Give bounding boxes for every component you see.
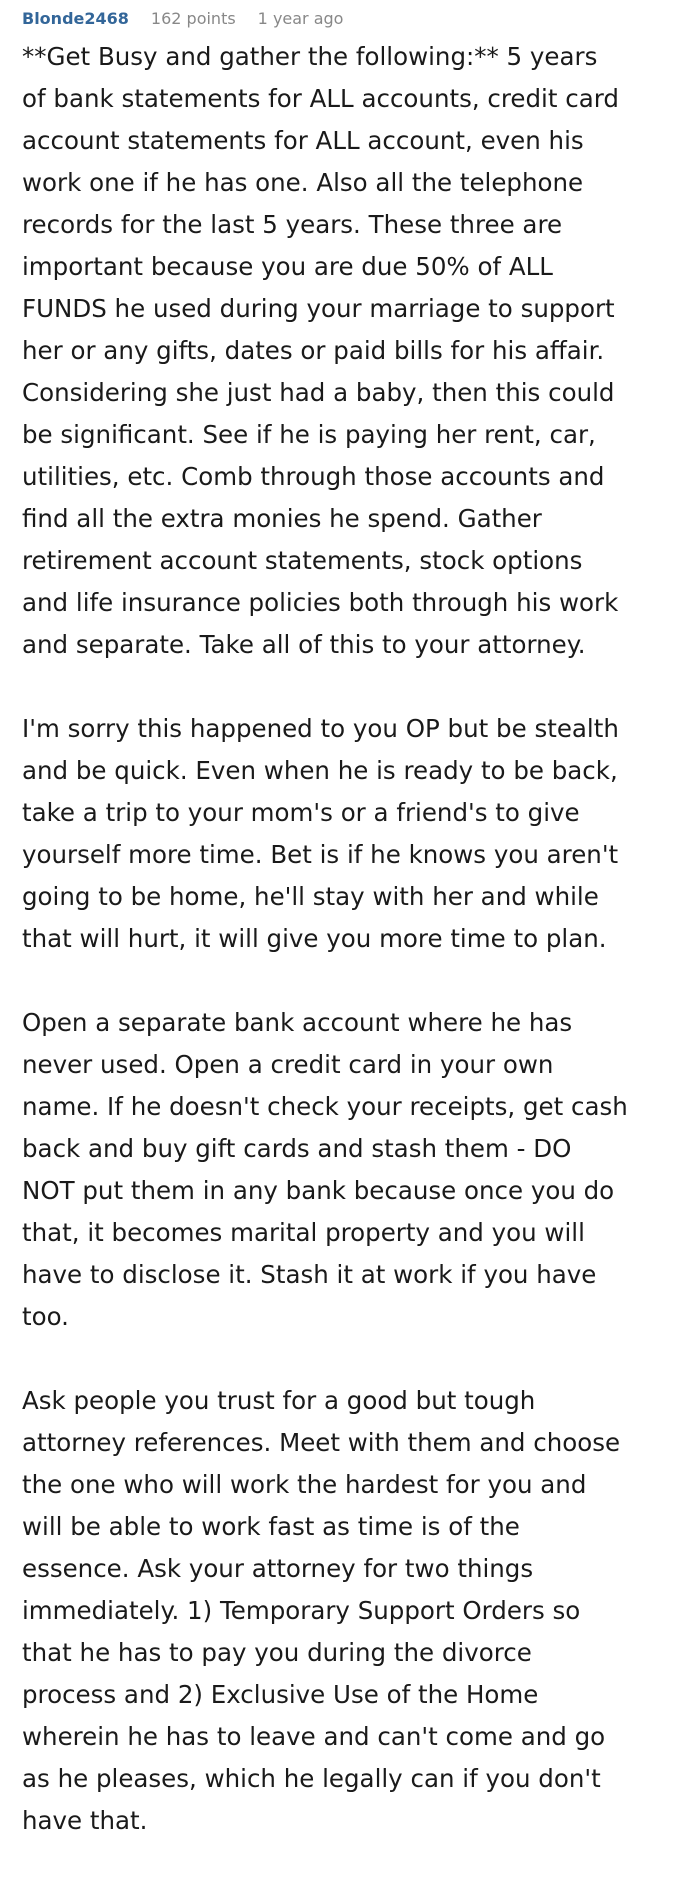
text-line: going to be home, he'll stay with her and while xyxy=(22,882,599,911)
text-line: immediately. 1) Temporary Support Orders so xyxy=(22,1596,581,1625)
text-line: be significant. See if he is paying her rent, car, xyxy=(22,420,596,449)
text-line: that will hurt, it will give you more time to plan. xyxy=(22,924,607,953)
text-line: records for the last 5 years. These three are xyxy=(22,210,563,239)
text-line: Open a separate bank account where he has xyxy=(22,1008,573,1037)
text-line: NOT put them in any bank because once you do xyxy=(22,1176,615,1205)
text-line: and life insurance policies both through his work xyxy=(22,588,619,617)
comment-paragraph xyxy=(22,708,682,960)
text-line: wherein he has to leave and can't come and go xyxy=(22,1722,606,1751)
text-line: never used. Open a credit card in your own xyxy=(22,1050,554,1079)
text-line: **Get Busy and gather the following:** 5 years xyxy=(22,42,598,71)
text-line: and separate. Take all of this to your attorney. xyxy=(22,630,586,659)
text-line: attorney references. Meet with them and choose xyxy=(22,1428,621,1457)
text-line: I'm sorry this happened to you OP but be stealth xyxy=(22,714,619,743)
text-line: work one if he has one. Also all the telephone xyxy=(22,168,584,197)
text-line: the one who will work the hardest for you and xyxy=(22,1470,587,1499)
text-line: important because you are due 50% of ALL xyxy=(22,252,553,281)
text-line: back and buy gift cards and stash them - DO xyxy=(22,1134,572,1163)
text-line: that, it becomes marital property and you will xyxy=(22,1218,585,1247)
text-line: have that. xyxy=(22,1806,148,1835)
text-line: name. If he doesn't check your receipts, get cash xyxy=(22,1092,628,1121)
text-line: Ask people you trust for a good but tough xyxy=(22,1386,536,1415)
text-line: essence. Ask your attorney for two things xyxy=(22,1554,534,1583)
text-line: that he has to pay you during the divorce xyxy=(22,1638,532,1667)
text-line: too. xyxy=(22,1302,69,1331)
text-line: FUNDS he used during your marriage to support xyxy=(22,294,615,323)
comment-paragraph xyxy=(22,1002,682,1338)
text-line: her or any gifts, dates or paid bills for his affair. xyxy=(22,336,605,365)
comment-meta xyxy=(22,0,682,36)
text-line: have to disclose it. Stash it at work if you have xyxy=(22,1260,597,1289)
text-line: of bank statements for ALL accounts, credit card xyxy=(22,84,619,113)
text-line: process and 2) Exclusive Use of the Home xyxy=(22,1680,539,1709)
text-line: and be quick. Even when he is ready to be back, xyxy=(22,756,618,785)
comment-timestamp: 1 year ago xyxy=(257,8,344,28)
text-line: will be able to work fast as time is of the xyxy=(22,1512,520,1541)
author-link[interactable]: Blonde2468 xyxy=(22,8,129,28)
text-line: utilities, etc. Comb through those accounts and xyxy=(22,462,605,491)
text-line: as he pleases, which he legally can if you don't xyxy=(22,1764,601,1793)
text-line: take a trip to your mom's or a friend's to give xyxy=(22,798,580,827)
comment-body xyxy=(22,36,682,1842)
comment-paragraph xyxy=(22,1380,682,1842)
text-line: Considering she just had a baby, then this could xyxy=(22,378,615,407)
text-line: yourself more time. Bet is if he knows you aren't xyxy=(22,840,619,869)
text-line: account statements for ALL account, even his xyxy=(22,126,584,155)
comment-paragraph xyxy=(22,36,682,666)
points-count: 162 points xyxy=(150,8,236,28)
text-line: retirement account statements, stock options xyxy=(22,546,583,575)
text-line: find all the extra monies he spend. Gather xyxy=(22,504,542,533)
comment xyxy=(22,0,682,1884)
